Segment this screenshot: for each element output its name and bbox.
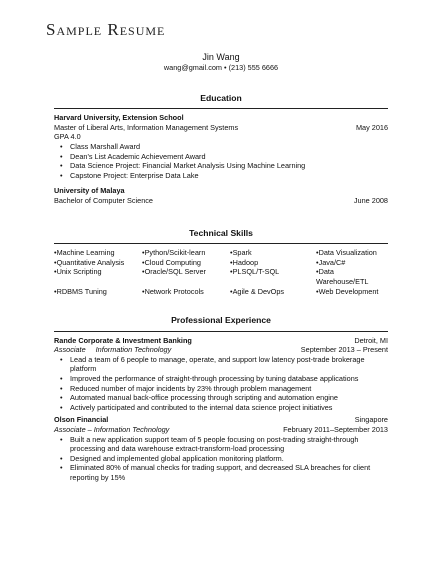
skill-item: • Agile & DevOps — [230, 287, 316, 297]
section-divider — [54, 331, 388, 332]
school-harvard — [54, 113, 388, 180]
list-item: • Eliminated 80% of manual checks for trading support, and decreased SLA breaches for client reporting by 15% — [70, 463, 388, 482]
degree-date: June 2008 — [353, 195, 388, 205]
company-name: Olson Financial — [54, 415, 109, 425]
list-item: • Capstone Project: Enterprise Data Lake — [70, 171, 388, 181]
job-location: Detroit, MI — [354, 335, 388, 345]
skill-item: • Cloud Computing — [142, 258, 230, 268]
skill-item: • Hadoop — [230, 258, 316, 268]
section-divider — [54, 243, 388, 244]
section-divider — [54, 108, 388, 109]
resume-heading: Sample Resume — [46, 20, 166, 39]
skill-item: • Data Warehouse/ETL — [316, 267, 388, 286]
skill-item: • Spark — [230, 248, 316, 258]
list-item: • Improved the performance of straight-through processing by tuning database applications — [70, 374, 388, 384]
experience-title: Professional Experience — [171, 315, 271, 326]
job-role: Associate — [54, 345, 86, 355]
candidate-name: Jin Wang — [202, 52, 240, 62]
school-name: Harvard University, Extension School — [54, 113, 184, 123]
school-name: University of Malaya — [54, 186, 125, 196]
job-role: Associate – Information Technology — [54, 425, 170, 435]
skill-item: • Quantitative Analysis — [54, 258, 142, 268]
skill-item: • Java/C# — [316, 258, 388, 268]
degree: Bachelor of Computer Science — [54, 195, 153, 205]
skill-item: • Python/Scikit-learn — [142, 248, 230, 258]
skill-item: • Web Development — [316, 287, 388, 297]
list-item: • Built a new application support team of 5 people focusing on post-trading straight-through processing and data warehouse extract-transform-load processing — [70, 435, 388, 454]
list-item: • Class Marshall Award — [70, 142, 388, 152]
school-malaya — [54, 186, 388, 205]
job-olson — [54, 415, 388, 482]
skill-item: • Network Protocols — [142, 287, 230, 297]
skill-item: • RDBMS Tuning — [54, 287, 142, 297]
skill-item: • PLSQL/T-SQL — [230, 267, 316, 286]
skills-grid — [54, 248, 388, 296]
job-dept: Information Technology — [95, 345, 172, 355]
list-item: • Reduced number of major incidents by 23% through problem management — [70, 384, 388, 394]
degree-date: May 2016 — [355, 122, 388, 132]
job-dates: September 2013 – Present — [300, 345, 388, 355]
job-rande — [54, 336, 388, 413]
list-item: • Automated manual back-office processing through scripting and automation engine — [70, 393, 388, 403]
list-item: • Designed and implemented global application monitoring platform. — [70, 454, 388, 464]
job-location: Singapore — [354, 415, 388, 425]
skill-item: • Machine Learning — [54, 248, 142, 258]
education-title: Education — [200, 92, 242, 103]
job-bullets — [54, 435, 388, 483]
award-list — [54, 142, 388, 180]
list-item: • Actively participated and contributed to the internal data science project initiatives — [70, 403, 388, 413]
skill-item: • Unix Scripting — [54, 267, 142, 286]
degree: Master of Liberal Arts, Information Management Systems — [54, 122, 239, 132]
skill-item: • Data Visualization — [316, 248, 388, 258]
job-dates: February 2011–September 2013 — [283, 425, 388, 435]
skills-title: Technical Skills — [189, 227, 253, 238]
skill-item: • Oracle/SQL Server — [142, 267, 230, 286]
list-item: • Data Science Project: Financial Market Analysis Using Machine Learning — [70, 161, 388, 171]
contact-line: wang@gmail.com • (213) 555 6666 — [163, 63, 279, 72]
list-item: • Dean's List Academic Achievement Award — [70, 152, 388, 162]
gpa: GPA 4.0 — [54, 132, 81, 142]
list-item: • Lead a team of 6 people to manage, operate, and support low latency post-trade brokerage platform — [70, 355, 388, 374]
company-name: Rande Corporate & Investment Banking — [54, 335, 192, 345]
resume-body — [54, 52, 388, 483]
job-bullets — [54, 355, 388, 413]
